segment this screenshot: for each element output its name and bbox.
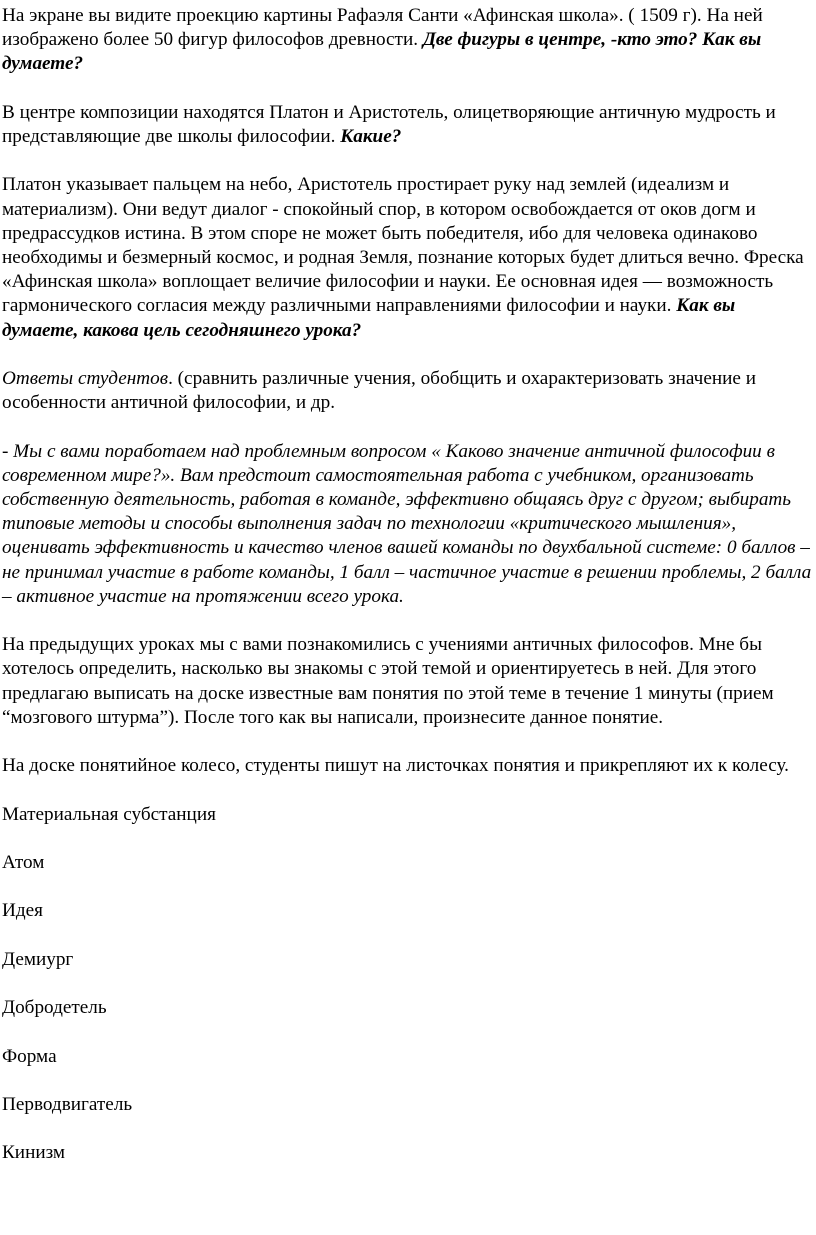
- paragraph-text: . (сравнить различные учения, обобщить и охарактеризовать значение и особенности античной философии, и др.: [2, 368, 756, 414]
- term-item: Атом: [2, 851, 45, 873]
- paragraph-brainstorm: [2, 633, 814, 730]
- paragraph-athens-school-intro: [2, 4, 814, 77]
- term-item: Материальная субстанция: [2, 803, 216, 825]
- terms-list: [2, 803, 814, 1166]
- paragraph-student-answers: [2, 367, 814, 415]
- paragraph-text: - Мы с вами поработаем над проблемным вопросом « Каково значение античной философии в современном мире?». Вам предстоит самостоятельная работа с учебником, организовать собственную деятельность, работая в команде, эффективно общаясь друг с другом; выбирать типовые методы и способы выполнения задач по технологии «критического мышления», оценивать эффективность и качество членов вашей команды по двухбальной системе: 0 баллов – не принимал участие в работе команды, 1 балл – частичное участие в решении проблемы, 2 балла – активное участие на протяжении всего урока.: [2, 440, 812, 607]
- term-item: Кинизм: [2, 1142, 66, 1164]
- paragraph-problem-question: [2, 440, 814, 609]
- term-item: Демиург: [2, 948, 74, 970]
- paragraph-fresco-description: [2, 173, 814, 342]
- term-item: Добродетель: [2, 997, 107, 1019]
- paragraph-text: На доске понятийное колесо, студенты пишут на листочках понятия и прикрепляют их к колесу.: [2, 755, 789, 777]
- term-item: Форма: [2, 1045, 57, 1067]
- paragraph-text: На экране вы видите проекцию картины Рафаэля Санти «Афинская школа». ( 1509 г). На ней изображено более 50 фигур философов древности.: [2, 5, 763, 51]
- question-which-schools: Какие?: [340, 126, 402, 147]
- question-central-figures: Две фигуры в центре, -кто это? Как вы думаете?: [2, 29, 762, 75]
- paragraph-text: На предыдущих уроках мы с вами познакомились с учениями античных философов. Мне бы хотелось определить, насколько вы знакомы с этой темой и ориентируетесь в ней. Для этого предлагаю выписать на доске известные вам понятия по этой теме в течение 1 минуты (прием “мозгового штурма”). После того как вы написали, произнесите данное понятие.: [2, 634, 774, 728]
- student-answers-label: Ответы студентов: [2, 368, 169, 389]
- paragraph-plato-aristotle: [2, 101, 814, 149]
- paragraph-concept-wheel: [2, 754, 814, 778]
- paragraph-text: Платон указывает пальцем на небо, Аристотель простирает руку над землей (идеализм и материализм). Они ведут диалог - спокойный спор, в котором освобождается от оков догм и предрассудков истина. В этом споре не может быть победителя, ибо для человека одинаково необходимы и безмерный космос, и родная Земля, познание которых будет длиться вечно. Фреска «Афинская школа» воплощает величие философии и науки. Ее основная идея — возможность гармонического согласия между различными направлениями философии и науки.: [2, 174, 804, 317]
- term-item: Идея: [2, 900, 43, 922]
- question-lesson-goal: Как вы думаете, какова цель сегодняшнего урока?: [2, 295, 736, 341]
- paragraph-text: В центре композиции находятся Платон и Аристотель, олицетворяющие античную мудрость и представляющие две школы философии.: [2, 101, 776, 147]
- term-item: Перводвигатель: [2, 1093, 133, 1115]
